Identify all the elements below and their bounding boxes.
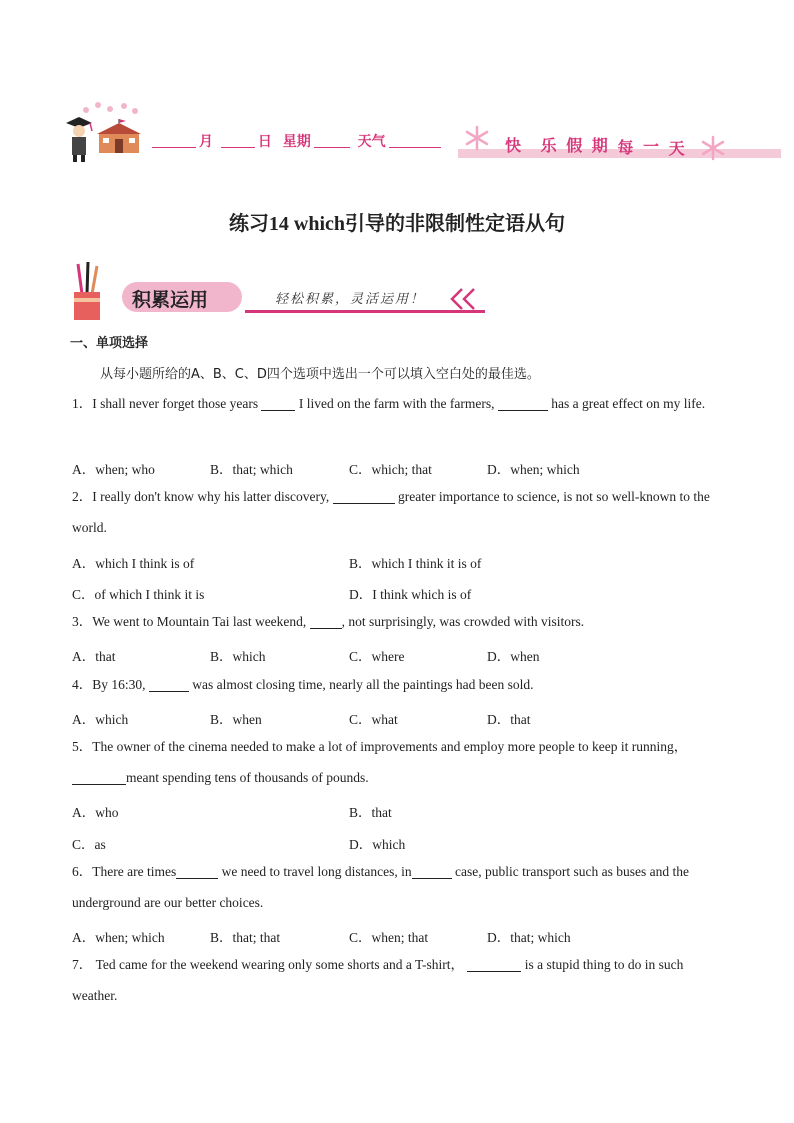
question-number: 1．: [72, 396, 93, 411]
question-text: Ted came for the weekend wearing only some shorts and a T-shirt，: [95, 957, 464, 972]
question-text: I shall never forget those years: [92, 396, 259, 411]
option-b[interactable]: B．that; which: [210, 462, 293, 477]
question-number: 5．: [72, 739, 93, 754]
option-c[interactable]: C．which; that: [349, 462, 432, 477]
option-d[interactable]: D．which: [349, 837, 406, 852]
option-a[interactable]: A．that: [72, 649, 116, 664]
option-d[interactable]: D．that: [487, 712, 531, 727]
option-d[interactable]: D．when: [487, 649, 540, 664]
answer-blank[interactable]: [467, 957, 521, 972]
graduate-icon: [62, 115, 96, 163]
question-text: is a stupid thing to do in such weather.: [72, 957, 684, 1003]
option-a[interactable]: A．who: [72, 805, 119, 820]
question-text: , not surprisingly, was crowded with visitors.: [341, 614, 585, 629]
question-text: greater importance to science, is not so well-known to the world.: [72, 489, 710, 535]
question-7: [72, 949, 722, 1011]
double-arrow-left-icon: [448, 286, 482, 312]
question-text: meant spending tens of thousands of pounds.: [126, 770, 369, 785]
school-building-icon: [96, 119, 142, 155]
question-number: 7．: [72, 957, 93, 972]
section-instruction: 从每小题所给的A、B、C、D四个选项中选出一个可以填入空白处的最佳选。: [100, 367, 540, 382]
answer-blank[interactable]: [412, 864, 452, 879]
answer-blank[interactable]: [261, 396, 295, 411]
question-number: 3．: [72, 614, 93, 629]
option-c[interactable]: C．of which I think it is: [72, 587, 205, 602]
slogan-char: 每: [617, 138, 636, 157]
question-number: 4．: [72, 677, 93, 692]
question-text: was almost closing time, nearly all the paintings had been sold.: [192, 677, 534, 692]
answer-blank[interactable]: [149, 677, 189, 692]
option-b[interactable]: B．which I think it is of: [349, 556, 482, 571]
question-text: we need to travel long distances, in: [221, 864, 412, 879]
option-d[interactable]: D．I think which is of: [349, 587, 472, 602]
option-c[interactable]: C．as: [72, 837, 106, 852]
question-2: [72, 481, 722, 543]
weather-blank[interactable]: [389, 133, 441, 148]
banner-subtitle: 轻松积累，灵活运用！: [275, 292, 426, 307]
question-text: By 16:30,: [92, 677, 146, 692]
question-text: I really don't know why his latter discovery,: [92, 489, 330, 504]
question-number: 6．: [72, 864, 93, 879]
snowflake-icon: [464, 125, 490, 151]
answer-blank[interactable]: [333, 489, 395, 504]
section-heading: 一、单项选择: [70, 336, 149, 351]
question-6: [72, 856, 722, 918]
date-weather-fields: [152, 131, 441, 151]
page-header: [60, 95, 784, 165]
slogan-char: 期: [591, 136, 610, 155]
slogan-char: 假: [566, 136, 585, 155]
weather-label: 天气: [357, 134, 386, 150]
option-d[interactable]: D．when; which: [487, 462, 580, 477]
snowflake-icon: [700, 135, 726, 161]
option-c[interactable]: C．what: [349, 712, 398, 727]
weekday-blank[interactable]: [314, 133, 350, 148]
option-b[interactable]: B．that: [349, 805, 392, 820]
question-1: [72, 388, 722, 419]
slogan-char: 快: [505, 136, 524, 155]
option-d[interactable]: D．that; which: [487, 930, 571, 945]
section-banner: [70, 262, 490, 322]
banner-title: 积累运用: [132, 289, 209, 311]
question-3: [72, 606, 722, 637]
option-c[interactable]: C．where: [349, 649, 405, 664]
option-a[interactable]: A．when; which: [72, 930, 165, 945]
question-4: [72, 669, 722, 700]
question-text: has a great effect on my life.: [551, 396, 706, 411]
slogan-char: 一: [642, 137, 661, 156]
answer-blank[interactable]: [310, 614, 342, 629]
option-a[interactable]: A．which I think is of: [72, 556, 195, 571]
month-blank[interactable]: [152, 133, 196, 148]
question-number: 2．: [72, 489, 93, 504]
option-b[interactable]: B．when: [210, 712, 262, 727]
month-label: 月: [199, 134, 213, 150]
page-title: 练习14 which引导的非限制性定语从句: [228, 213, 566, 235]
answer-blank[interactable]: [498, 396, 548, 411]
option-a[interactable]: A．when; who: [72, 462, 155, 477]
option-a[interactable]: A．which: [72, 712, 129, 727]
answer-blank[interactable]: [72, 770, 126, 785]
question-text: case, public transport such as buses and the underground are our better choices.: [72, 864, 689, 910]
question-5: [72, 731, 722, 793]
pencil-cup-icon: [70, 262, 104, 322]
question-text: I lived on the farm with the farmers,: [298, 396, 495, 411]
weekday-label: 星期: [282, 134, 311, 150]
slogan-char: 乐: [540, 136, 559, 155]
question-text: We went to Mountain Tai last weekend,: [92, 614, 307, 629]
day-label: 日: [257, 134, 272, 150]
option-b[interactable]: B．that; that: [210, 930, 281, 945]
option-b[interactable]: B．which: [210, 649, 266, 664]
day-blank[interactable]: [221, 133, 255, 148]
slogan-char: 天: [668, 139, 687, 158]
holiday-slogan: [505, 133, 687, 156]
question-text: There are times: [92, 864, 177, 879]
answer-blank[interactable]: [176, 864, 218, 879]
question-text: The owner of the cinema needed to make a lot of improvements and employ more people to keep it running，: [92, 739, 688, 754]
option-c[interactable]: C．when; that: [349, 930, 429, 945]
